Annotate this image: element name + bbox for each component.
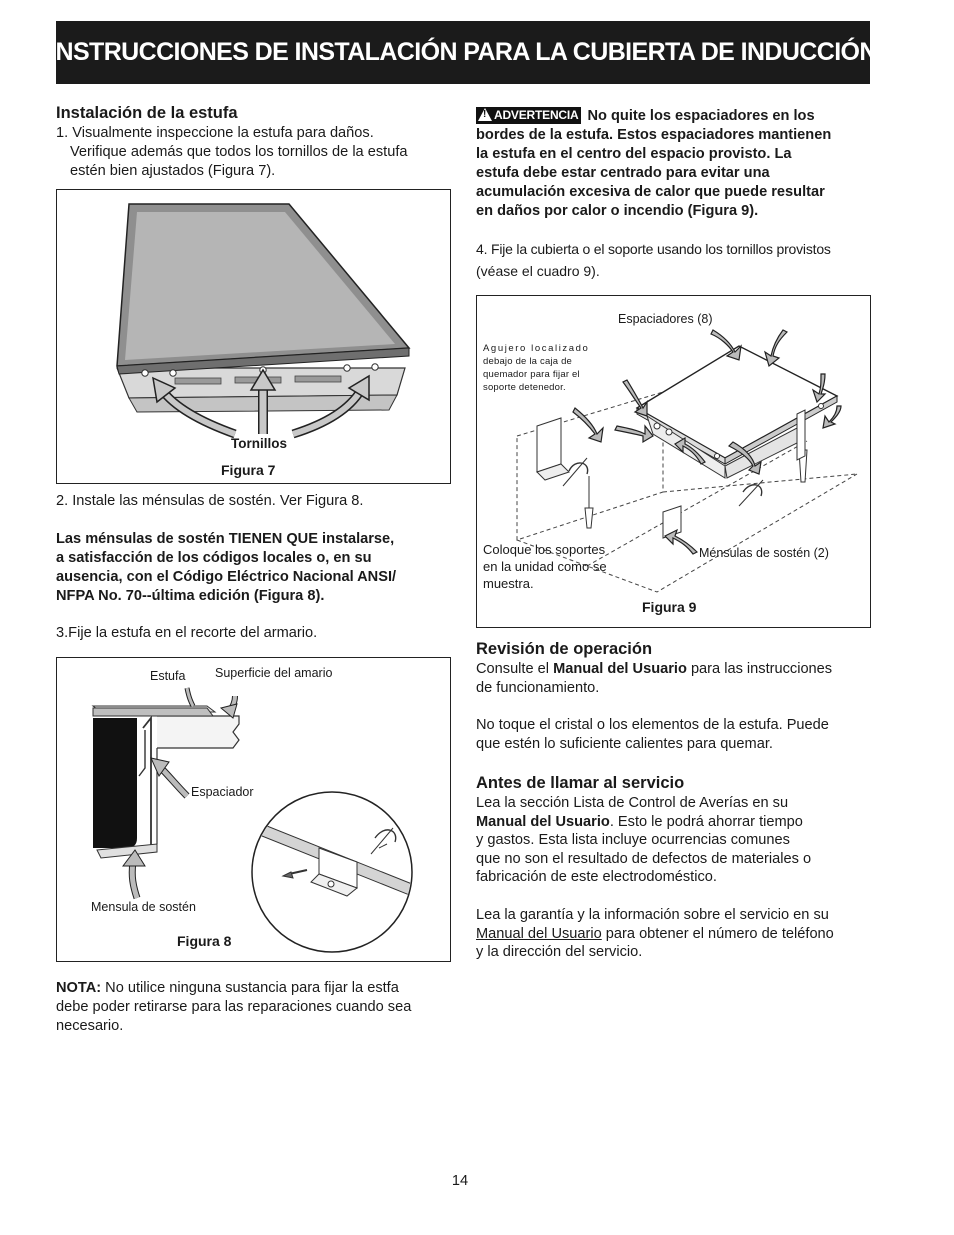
note-text-1: No utilice ninguna sustancia para fijar la estfa (101, 980, 399, 996)
notice-line-2: a satisfacción de los códigos locales o, en su (56, 550, 372, 566)
page-title: INSTRUCCIONES DE INSTALACIÓN PARA LA CUBIERTA DE INDUCCIÓN (49, 38, 877, 66)
figure-9-label-hole-3: quemador para fijar el (483, 369, 580, 380)
service-p2-line-1: Lea la garantía y la información sobre el servicio en su (476, 907, 829, 923)
service-p2-line-3: y la dirección del servicio. (476, 944, 643, 960)
step-1-line-2: Verifique además que todos los tornillos de la estufa (70, 144, 408, 160)
step-4-line-2: (véase el cuadro 9). (476, 263, 600, 279)
figure-9-label-brackets: Ménsulas de sostén (2) (699, 546, 829, 560)
warning-badge-label: ADVERTENCIA (494, 108, 579, 122)
warning-line-5: acumulación excesiva de calor que puede resultar (476, 184, 825, 200)
note-line-3: necesario. (56, 1018, 124, 1034)
figure-7 (56, 189, 451, 484)
warning-line-3: la estufa en el centro del espacio provisto. La (476, 146, 792, 162)
service-p1-line-4: que no son el resultado de defectos de materiales o (476, 851, 812, 867)
service-text-2c: para obtener el número de teléfono (601, 926, 834, 942)
step-2: 2. Instale las ménsulas de sostén. Ver Figura 8. (56, 493, 364, 509)
step-1-line-1: 1. Visualmente inspeccione la estufa para daños. (56, 125, 374, 141)
section-title-installation: Instalación de la estufa (56, 104, 238, 122)
figure-9-label-place-2: en la unidad como se (483, 559, 607, 574)
step-1-line-3: estén bien ajustados (Figura 7). (70, 163, 276, 179)
notice-line-4: NFPA No. 70--última edición (Figura 8). (56, 588, 325, 604)
figure-7-label-screws: Tornillos (231, 436, 287, 451)
figure-8-caption: Figura 8 (177, 933, 232, 949)
review-p2-line-1: No toque el cristal o los elementos de la estufa. Puede (476, 717, 829, 733)
figure-9-label-hole-4: soporte detenedor. (483, 382, 566, 393)
notice-line-1: Las ménsulas de sostén TIENEN QUE instalarse, (56, 531, 395, 547)
bracket-installation-illustration (57, 658, 450, 961)
figure-8-label-spacer: Espaciador (191, 785, 254, 799)
page-title-banner (49, 21, 877, 84)
figure-8-label-bracket: Mensula de sostén (91, 900, 196, 914)
figure-9-label-spacers: Espaciadores (8) (618, 312, 713, 326)
service-p2-line-2 (476, 925, 834, 944)
figure-9 (476, 295, 871, 628)
figure-7-caption: Figura 7 (221, 462, 276, 478)
review-text-c: para las instrucciones (686, 661, 833, 677)
warning-line-6: en daños por calor o incendio (Figura 9). (476, 203, 759, 219)
figure-8-label-surface: Superficie del amario (215, 666, 333, 680)
figure-8 (56, 657, 451, 962)
figure-9-label-place-3: muestra. (483, 576, 534, 591)
service-p1-line-3: y gastos. Esta lista incluye ocurrencias comunes (476, 832, 790, 848)
figure-8-label-stove: Estufa (150, 669, 186, 683)
service-manual-link: Manual del Usuario (476, 926, 602, 942)
warning-triangle-icon (478, 108, 492, 121)
note-line-2: debe poder retirarse para las reparaciones cuando sea (56, 999, 412, 1015)
note-label: NOTA: (56, 980, 102, 996)
service-p1-line-1: Lea la sección Lista de Control de Averías en su (476, 795, 789, 811)
section-title-review: Revisión de operación (476, 640, 653, 658)
service-p1-line-2 (476, 813, 803, 832)
warning-line-4: estufa debe estar centrado para evitar una (476, 165, 770, 181)
notice-line-3: ausencia, con el Código Eléctrico Nacional ANSI/ (56, 569, 397, 585)
figure-9-label-hole-2: debajo de la caja de (483, 356, 573, 367)
figure-9-label-hole-1: Agujero localizado (483, 343, 590, 354)
review-text-a: Consulte el (476, 661, 554, 677)
service-p1-line-5: fabricación de este electrodoméstico. (476, 869, 717, 885)
service-text-c: . Esto le podrá ahorrar tiempo (609, 814, 803, 830)
figure-9-caption: Figura 9 (642, 599, 697, 615)
section-title-service: Antes de llamar al servicio (476, 774, 685, 792)
warning-text-1: No quite los espaciadores en los (587, 108, 815, 124)
page-number: 14 (451, 1173, 469, 1189)
note-line-1 (56, 979, 399, 998)
service-manual-ref: Manual del Usuario (476, 814, 610, 830)
review-manual-ref: Manual del Usuario (553, 661, 687, 677)
step-4-line-1: 4. Fije la cubierta o el soporte usando los tornillos provistos (476, 241, 831, 257)
review-p1-line-1 (476, 660, 832, 679)
review-p1-line-2: de funcionamiento. (476, 680, 600, 696)
step-3: 3.Fije la estufa en el recorte del armario. (56, 625, 318, 641)
review-p2-line-2: que estén lo suficiente calientes para quemar. (476, 736, 773, 752)
figure-9-label-place-1: Coloque los soportes (483, 542, 606, 557)
warning-badge (476, 107, 581, 124)
warning-line-1 (476, 107, 815, 126)
warning-line-2: bordes de la estufa. Estos espaciadores mantienen (476, 127, 832, 143)
